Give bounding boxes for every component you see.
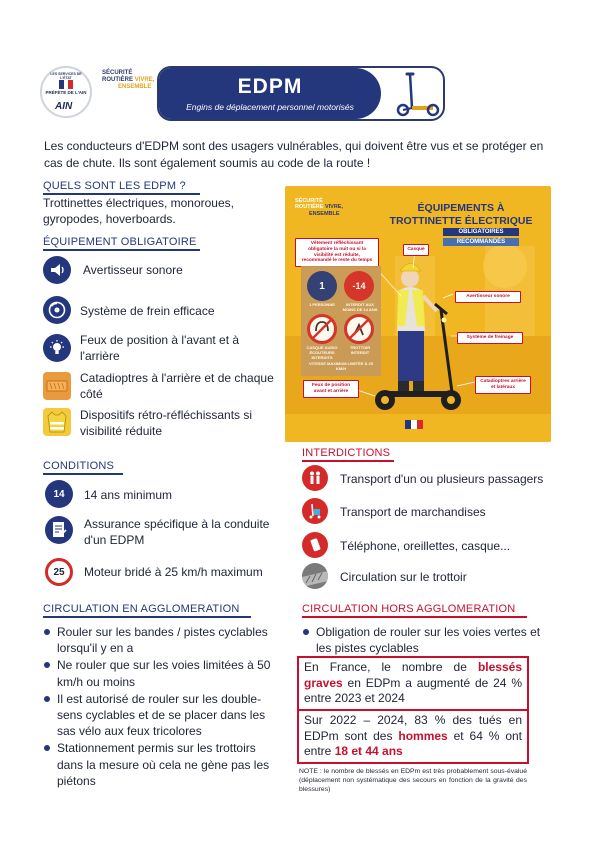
label-frein: Système de freinage	[457, 332, 523, 344]
panel-casque-label: CASQUE AUDIO ÉCOUTEURS INTERDITS	[306, 345, 338, 360]
condition-item	[43, 480, 278, 510]
stat-highlight: blessés graves	[304, 660, 522, 690]
prefecture-ring-text: LES SERVICES DE L'ÉTAT	[50, 72, 82, 80]
poster-title-line: TROTTINETTE ÉLECTRIQUE	[389, 214, 533, 227]
interdiction-label: Transport d'un ou plusieurs passagers	[340, 472, 544, 486]
stat-text: en EDPm a augmenté de 24 % entre 2023 et 2024	[304, 675, 522, 706]
heading-quels-sont: QUELS SONT LES EDPM ?	[43, 180, 200, 195]
footnote: NOTE : le nombre de blessés en EDPm est très probablement sous-évalué (déplacement non systématique des secours en fonction de la gravité des blessures)	[299, 768, 527, 794]
poster-title-line: ÉQUIPEMENTS À	[417, 202, 505, 214]
stat-text: En France, le nombre de	[304, 660, 478, 674]
title-banner	[157, 66, 445, 121]
poster-logo-line: ROUTIÈRE	[295, 204, 324, 211]
horn-icon	[43, 256, 71, 284]
legend-obligatoires: OBLIGATOIRES	[443, 228, 519, 236]
panel-1-label: 1 PERSONNE	[309, 302, 335, 307]
equipment-item	[43, 370, 278, 406]
poster-logo	[295, 198, 355, 217]
heading-equipement: ÉQUIPEMENT OBLIGATOIRE	[43, 236, 200, 251]
heading-hors-agglo: CIRCULATION HORS AGGLOMERATION	[302, 603, 527, 618]
panel-14-label: INTERDIT AUX MOINS DE 14 ANS	[342, 302, 378, 312]
poster-title	[381, 202, 541, 227]
interdiction-item	[302, 532, 552, 560]
phone-icon	[302, 532, 328, 558]
agglo-list	[44, 624, 272, 789]
list-item: Il est autorisé de rouler sur les double-sens cyclables et de se placer dans les sas vélo aux feux tricolores	[44, 691, 272, 740]
insurance-document-icon	[45, 516, 73, 544]
page-subtitle: Engins de déplacement personnel motorisés	[186, 102, 354, 112]
poster-logo-line: ENSEMBLE	[309, 210, 340, 217]
condition-item	[43, 558, 278, 588]
heading-agglo: CIRCULATION EN AGGLOMERATION	[43, 603, 251, 618]
equipment-item	[43, 254, 278, 286]
equipment-label: Système de frein efficace	[80, 304, 215, 318]
heading-conditions: CONDITIONS	[43, 460, 123, 475]
sidewalk-forbidden-icon	[344, 314, 374, 344]
list-item: Stationnement permis sur les trottoirs dans la mesure où cela ne gène pas les piétons	[44, 740, 272, 789]
sr-line: ROUTIÈRE	[102, 76, 134, 83]
list-item: Ne rouler que sur les voies limitées à 50 km/h ou moins	[44, 657, 272, 689]
rules-panel	[301, 266, 381, 376]
brake-disc-icon	[43, 296, 71, 324]
speed-limit-sign-icon: 25	[45, 558, 73, 586]
reflective-vest-icon	[43, 408, 71, 436]
prefecture-dept: AIN	[55, 101, 73, 112]
one-person-icon: 1	[307, 271, 337, 301]
sidewalk-icon	[302, 563, 328, 589]
prefecture-name: PRÉFÈTE DE L'AIN	[45, 90, 87, 95]
age-limit-icon: -14	[344, 271, 374, 301]
intro-text: Les conducteurs d'EDPM sont des usagers vulnérables, qui doivent être vus et se protéger en cas de chute. Ils sont également soumis au code de la route !	[44, 139, 544, 171]
poster-logo-line: VIVRE,	[324, 204, 343, 211]
list-item: Obligation de rouler sur les voies vertes et les pistes cyclables	[303, 624, 543, 656]
label-vetement: Vêtement réfléchissant obligatoire la nuit ou si la visibilité est réduite, recommandé le reste du temps	[295, 238, 379, 267]
heading-interdictions: INTERDICTIONS	[302, 447, 394, 462]
equipment-label: Catadioptres à l'arrière et de chaque côté	[80, 371, 274, 401]
label-feux: Feux de position avant et arrière	[303, 380, 359, 398]
age-badge-icon: 14	[45, 480, 73, 508]
interdiction-label: Téléphone, oreillettes, casque...	[340, 539, 511, 553]
interdiction-item	[302, 465, 552, 493]
equipment-item	[43, 406, 278, 442]
headphones-forbidden-icon	[307, 314, 337, 344]
stat-text: Sur 2022 – 2024, 83 % des tués en EDPm sont des	[304, 713, 522, 743]
condition-label: Moteur bridé à 25 km/h maximum	[84, 565, 263, 579]
condition-item	[43, 514, 278, 550]
panel-trottoir-label: TROTTOIR INTERDIT	[349, 345, 371, 355]
quels-sont-text: Trottinettes électriques, monoroues, gyropodes, hoverboards.	[43, 196, 234, 226]
prefecture-logo	[40, 66, 92, 118]
label-casque: Casque	[403, 244, 429, 256]
condition-label: Assurance spécifique à la conduite d'un EDPM	[84, 517, 270, 547]
cargo-icon	[302, 498, 328, 524]
equipment-item	[43, 332, 278, 368]
equipment-label: Dispositifs rétro-réfléchissants si visibilité réduite	[80, 408, 253, 438]
sr-line: VIVRE,	[134, 76, 155, 83]
sr-line: ENSEMBLE	[118, 83, 152, 90]
interdiction-item	[302, 563, 552, 591]
equipment-label: Feux de position à l'avant et à l'arrière	[80, 333, 240, 363]
legend-recommandes: RECOMMANDÉS	[443, 238, 519, 246]
equipment-poster	[285, 186, 551, 442]
french-flag-icon	[59, 80, 73, 89]
condition-label: 14 ans minimum	[84, 488, 173, 502]
list-item: Rouler sur les bandes / pistes cyclables lorsqu'il y en a	[44, 624, 272, 656]
stat-highlight: hommes	[398, 728, 448, 743]
stat-box-blesses	[297, 656, 529, 711]
stat-box-tues	[297, 709, 529, 764]
stat-highlight: 18 et 44 ans	[334, 744, 403, 759]
interdiction-item	[302, 498, 552, 526]
reflector-icon	[43, 372, 71, 400]
equipment-item	[43, 294, 278, 326]
securite-routiere-logo	[102, 70, 164, 91]
interdiction-label: Circulation sur le trottoir	[340, 570, 467, 584]
scooter-icon	[393, 70, 441, 120]
panel-vitesse-label: VITESSE MAXIMUM LIMITÉE À 25 KM/H	[309, 361, 374, 371]
stat-text: et 64 % ont entre	[304, 728, 523, 759]
passengers-icon	[302, 465, 328, 491]
light-bulb-icon	[43, 334, 71, 362]
interdiction-label: Transport de marchandises	[340, 505, 486, 519]
label-catadioptres: Catadioptres arrière et latéraux	[475, 376, 531, 394]
poster-logo-line: SÉCURITÉ	[295, 198, 323, 204]
equipment-label: Avertisseur sonore	[83, 263, 183, 277]
page-title: EDPM	[237, 75, 303, 98]
sr-line: SÉCURITÉ	[102, 70, 133, 76]
label-avertisseur: Avertisseur sonore	[455, 291, 521, 303]
